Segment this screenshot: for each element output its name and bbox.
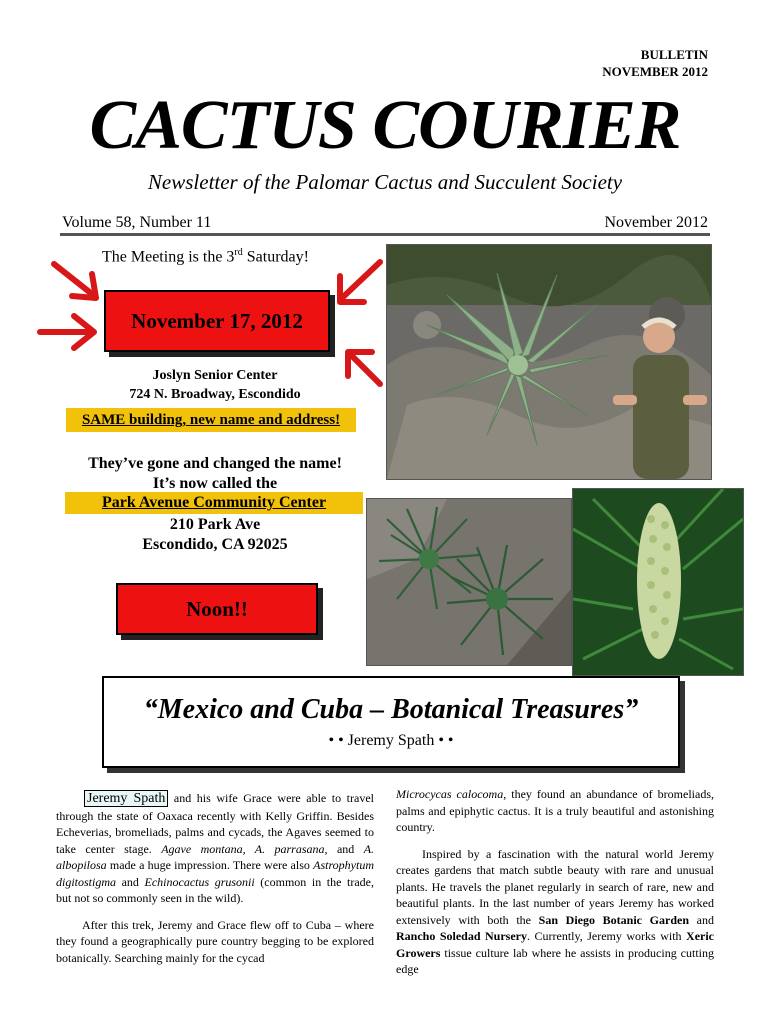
- p1-italic-1: Agave montana, A. parrasana,: [161, 841, 328, 856]
- venue-info: [90, 366, 340, 404]
- p1-italic-3: Astrophytum digitostigma: [56, 858, 374, 889]
- talk-title: “Mexico and Cuba – Botanical Treasures”: [143, 694, 639, 725]
- speaker-name-highlight: Jeremy Spath: [84, 790, 168, 807]
- p3-italic: Microcycas calocoma: [396, 787, 504, 801]
- meeting-suffix: Saturday!: [242, 248, 309, 266]
- bulletin-date: NOVEMBER 2012: [602, 64, 708, 79]
- same-building-notice: SAME building, new name and address!: [66, 408, 356, 432]
- address-street: 210 Park Ave: [169, 516, 261, 533]
- p4-bold-2: Rancho Soledad Nursery: [396, 929, 528, 943]
- article-right-column: [396, 786, 714, 988]
- photo-rosette-plants: [366, 498, 572, 666]
- article-paragraph-3: [396, 786, 714, 836]
- article-paragraph-2: After this trek, Jeremy and Grace flew off to Cuba – where they found a geographically pure country begging to be explored botanically. Searching mainly for the cycad: [56, 917, 374, 965]
- red-arrow-icon-top-right: [330, 256, 386, 310]
- red-arrow-icon-top-left: [48, 258, 108, 310]
- p4-bold-1: San Diego Botanic Garden: [538, 912, 690, 927]
- meeting-day-line: [102, 247, 309, 266]
- p3-text: , they found an abundance of bromeliads, palms and epiphytic cactus. It is a truly beautiful and astonishing country.: [396, 787, 714, 834]
- address-city: Escondido, CA 92025: [142, 536, 288, 553]
- p1-text-b: and: [327, 841, 364, 856]
- p1-text-d: and: [116, 874, 145, 889]
- p4-text-d: tissue culture lab where he assists in producing cutting edge: [396, 945, 714, 976]
- volume-number: Volume 58, Number 11: [62, 214, 212, 231]
- talk-speaker: • • Jeremy Spath • •: [328, 732, 454, 749]
- meeting-ordinal: rd: [234, 247, 243, 258]
- p4-text-a: Inspired by a fascination with the natural world Jeremy creates gardens that match subtle beauty with rare and unusual plants. He travels the planet regularly in search of rare, new and beautiful plants. In the last number of years Jeremy has worked extensively with both the: [396, 846, 714, 927]
- p1-text-c: made a huge impression. There were also: [106, 858, 314, 872]
- name-change-notice: [60, 454, 370, 494]
- bulletin-text: BULLETIN: [640, 47, 708, 62]
- changed-line-2: It’s now called the: [152, 475, 278, 492]
- p4-text-c: . Currently, Jeremy works with: [527, 929, 687, 943]
- changed-line-1: They’ve gone and changed the name!: [88, 455, 342, 472]
- article-paragraph-4: [396, 846, 714, 978]
- article-left-column: [56, 790, 374, 976]
- p1-italic-2: A. albopilosa: [56, 841, 375, 872]
- photo-cycad-cone: [572, 488, 744, 676]
- red-arrow-icon-left: [36, 308, 100, 356]
- red-arrow-icon-bottom-right: [340, 344, 388, 392]
- header-divider: [60, 233, 710, 236]
- issue-date: November 2012: [604, 214, 708, 231]
- venue-name: Joslyn Senior Center: [152, 368, 278, 383]
- new-venue-name: Park Avenue Community Center: [65, 492, 363, 514]
- photo-agave-with-man: [386, 244, 712, 480]
- p4-bold-3: Xeric Growers: [396, 929, 715, 960]
- p1-text-e: (common in the trade, but not so commonly seen in the wild).: [56, 874, 375, 905]
- meeting-prefix: The Meeting is the 3: [102, 248, 235, 266]
- article-paragraph-1: [56, 790, 374, 907]
- p4-text-b: and: [689, 912, 715, 927]
- new-venue-address: [60, 515, 370, 555]
- venue-address: 724 N. Broadway, Escondido: [129, 387, 301, 402]
- p1-text-a: and his wife Grace were able to travel through the state of Oaxaca recently with Kelly Griffin. Besides Echeverias, bromeliads, palms and cycads, the Agaves seemed to take center stage.: [56, 791, 374, 856]
- masthead-title: CACTUS COURIER: [89, 87, 681, 164]
- talk-title-box: [102, 676, 680, 768]
- bulletin-label: [602, 46, 708, 80]
- meeting-date-box: November 17, 2012: [104, 290, 330, 352]
- meeting-time-box: Noon!!: [116, 583, 318, 635]
- newsletter-subtitle: Newsletter of the Palomar Cactus and Succulent Society: [147, 170, 623, 194]
- p1-italic-4: Echinocactus grusonii: [144, 874, 255, 889]
